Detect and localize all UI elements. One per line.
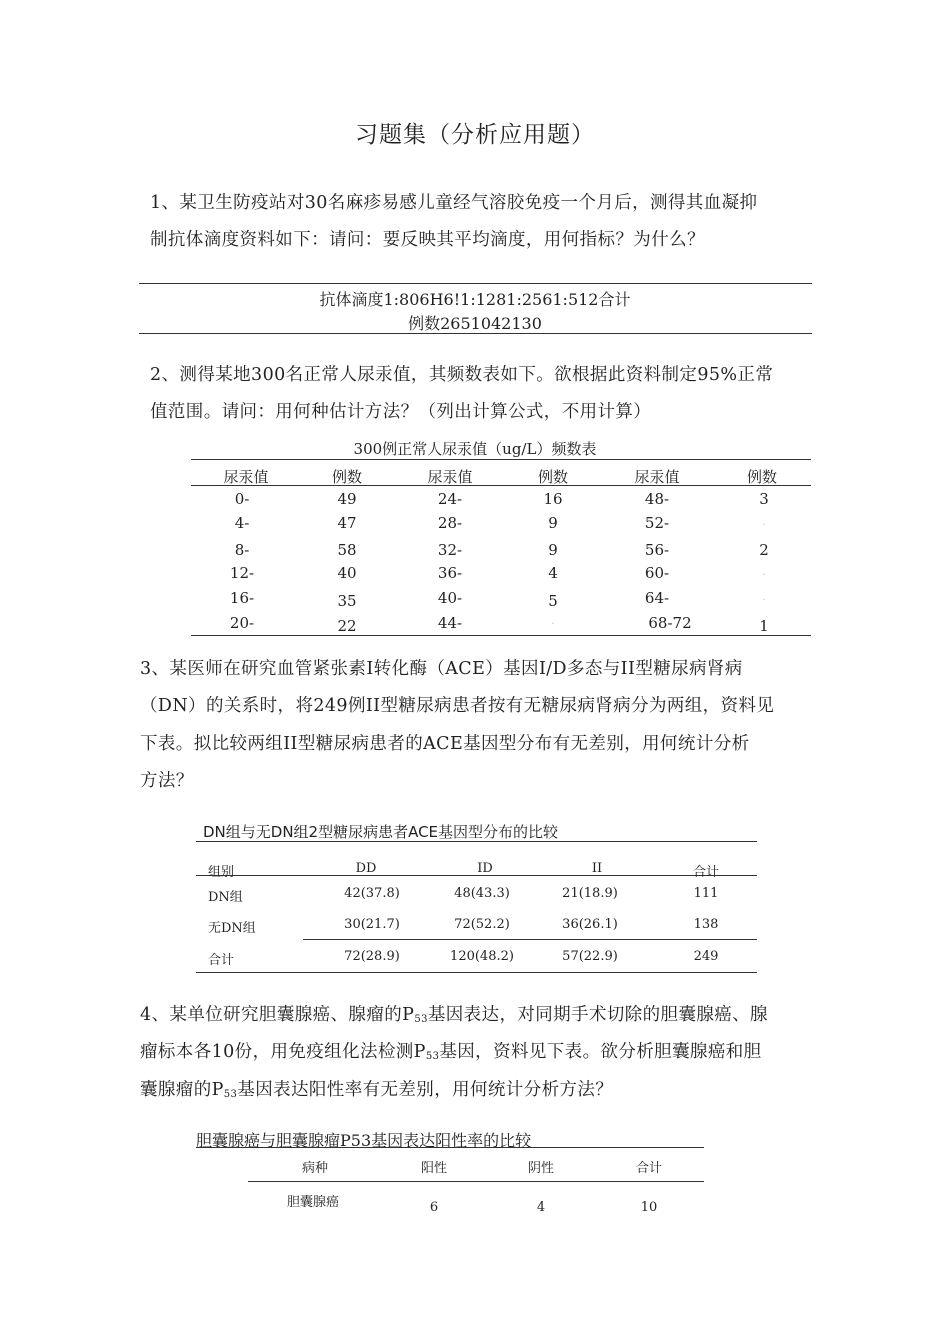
q3-cell: 120(48.2) xyxy=(450,949,514,964)
q3-line3: 下表。拟比较两组II型糖尿病患者的ACE基因型分布有无差别，用何统计分析 xyxy=(140,734,750,754)
q2-cell: 5 xyxy=(548,592,558,610)
q2-header-value: 尿汞值 xyxy=(634,468,680,486)
q4-header-positive: 阳性 xyxy=(420,1161,447,1176)
q3-header-ii: II xyxy=(591,861,603,876)
q2-cell: 58 xyxy=(337,541,357,559)
q2-cell: · xyxy=(762,595,766,606)
q3-cell: 138 xyxy=(693,917,719,932)
q2-cell: 12- xyxy=(229,564,255,582)
q2-table-caption: 300例正常人尿汞值（ug/L）频数表 xyxy=(353,440,597,458)
q2-cell: 3 xyxy=(759,490,769,508)
q4-cell: 胆囊腺癌 xyxy=(286,1195,339,1210)
q4-cell: 10 xyxy=(640,1200,658,1215)
q2-cell: 16 xyxy=(543,490,563,508)
q2-table-top-rule xyxy=(191,459,811,460)
q2-cell: 4 xyxy=(548,564,558,582)
q2-cell: 24- xyxy=(437,490,463,508)
q3-cell: 57(22.9) xyxy=(562,949,618,964)
q2-cell: 4- xyxy=(234,514,250,532)
q3-table-mid-rule xyxy=(303,939,757,940)
q4-cell: 6 xyxy=(429,1200,439,1215)
q2-cell: · xyxy=(762,570,766,581)
q3-cell: DN组 xyxy=(208,890,243,905)
q3-cell: 合计 xyxy=(208,953,235,968)
q2-header-value: 尿汞值 xyxy=(223,468,269,486)
q2-cell: 40 xyxy=(337,564,357,582)
q3-cell: 无DN组 xyxy=(208,921,256,936)
q2-cell: 36- xyxy=(437,564,463,582)
q3-cell: 42(37.8) xyxy=(344,886,400,901)
q2-cell: 28- xyxy=(437,514,463,532)
q4-header-type: 病种 xyxy=(301,1161,328,1176)
q2-cell: 32- xyxy=(437,541,463,559)
q3-header-total: 合计 xyxy=(692,865,719,880)
q4-line3: 囊腺瘤的$P_{53}$基因表达阳性率有无差别，用何统计分析方法？ xyxy=(140,1080,614,1100)
q2-cell: 35 xyxy=(337,592,357,610)
q1-table-top-rule xyxy=(139,283,812,284)
q2-cell: 2 xyxy=(759,541,769,559)
q3-table-top-rule xyxy=(196,841,757,842)
q3-line2: （DN）的关系时，将249例II型糖尿病患者按有无糖尿病肾病分为两组，资料见 xyxy=(140,696,775,716)
q2-cell: 20- xyxy=(229,614,255,632)
q3-cell: 72(28.9) xyxy=(344,949,400,964)
q2-cell: 48- xyxy=(644,490,670,508)
q2-cell: 9 xyxy=(548,514,558,532)
q2-cell: 16- xyxy=(229,589,255,607)
q2-line1: 2、测得某地300名正常人尿汞值，其频数表如下。欲根据此资料制定95%正常 xyxy=(150,365,774,385)
q3-cell: 72(52.2) xyxy=(454,917,510,932)
q2-header-count: 例数 xyxy=(331,468,362,486)
q3-cell: 111 xyxy=(693,886,719,901)
q2-table-bottom-rule xyxy=(191,635,811,636)
q1-table-row-titer: 抗体滴度1:806H6!1:1281:2561:512合计 xyxy=(319,290,631,309)
q4-line2: 瘤标本各10份，用免疫组化法检测$P_{53}$基因，资料见下表。欲分析胆囊腺癌和胆 xyxy=(140,1042,762,1062)
q3-cell: 36(26.1) xyxy=(562,917,618,932)
q2-cell: 49 xyxy=(337,490,357,508)
q2-cell: 56- xyxy=(644,541,670,559)
q3-cell: 30(21.7) xyxy=(344,917,400,932)
q2-cell: · xyxy=(762,520,766,531)
q2-header-count: 例数 xyxy=(746,468,777,486)
q2-cell: 40- xyxy=(437,589,463,607)
q2-cell: 47 xyxy=(337,514,357,532)
q4-header-negative: 阴性 xyxy=(527,1161,554,1176)
q2-header-count: 例数 xyxy=(537,468,568,486)
q2-cell: 64- xyxy=(644,589,670,607)
q2-cell: 22 xyxy=(337,617,357,635)
q3-line1: 3、某医师在研究血管紧张素I转化酶（ACE）基因I/D多态与II型糖尿病肾病 xyxy=(140,659,743,679)
q2-cell: 8- xyxy=(234,541,250,559)
q4-line1: 4、某单位研究胆囊腺癌、腺瘤的$P_{53}$基因表达，对同期手术切除的胆囊腺癌、腺 xyxy=(140,1005,768,1025)
q4-table-top-rule xyxy=(196,1147,704,1148)
q1-table-bottom-rule xyxy=(139,333,812,334)
q2-cell: 1 xyxy=(759,617,769,635)
q3-table-caption: DN组与无DN组2型糖尿病患者ACE基因型分布的比较 xyxy=(203,823,559,841)
q4-table-caption: 胆囊腺癌与胆囊腺瘤P53基因表达阳性率的比较 xyxy=(196,1131,532,1150)
q2-cell: 68-72 xyxy=(648,614,692,632)
q3-cell: 249 xyxy=(693,949,719,964)
q2-cell: 52- xyxy=(644,514,670,532)
q3-header-id: ID xyxy=(477,861,493,876)
q2-line2: 值范围。请问：用何种估计方法？（列出计算公式，不用计算） xyxy=(150,402,652,422)
q3-header-dd: DD xyxy=(355,861,377,876)
q2-cell: 9 xyxy=(548,541,558,559)
q3-table-bottom-rule xyxy=(196,972,757,973)
q2-cell: 44- xyxy=(437,614,463,632)
q4-table-header-rule xyxy=(248,1181,704,1182)
q1-line1: 1、某卫生防疫站对30名麻疹易感儿童经气溶胶免疫一个月后，测得其血凝抑 xyxy=(150,193,758,213)
q2-header-value: 尿汞值 xyxy=(427,468,473,486)
q2-cell: 60- xyxy=(644,564,670,582)
q2-cell: 0- xyxy=(234,490,250,508)
q4-header-total: 合计 xyxy=(635,1161,662,1176)
q3-cell: 48(43.3) xyxy=(454,886,510,901)
q1-table-row-count: 例数2651042130 xyxy=(408,314,542,333)
q2-cell: · xyxy=(551,619,555,630)
page-title: 习题集（分析应用题） xyxy=(355,122,595,148)
q4-cell: 4 xyxy=(536,1200,546,1215)
q3-header-group: 组别 xyxy=(208,865,235,880)
q3-cell: 21(18.9) xyxy=(562,886,618,901)
q1-line2: 制抗体滴度资料如下：请问：要反映其平均滴度，用何指标？为什么？ xyxy=(150,230,705,250)
q3-line4: 方法？ xyxy=(140,771,194,791)
